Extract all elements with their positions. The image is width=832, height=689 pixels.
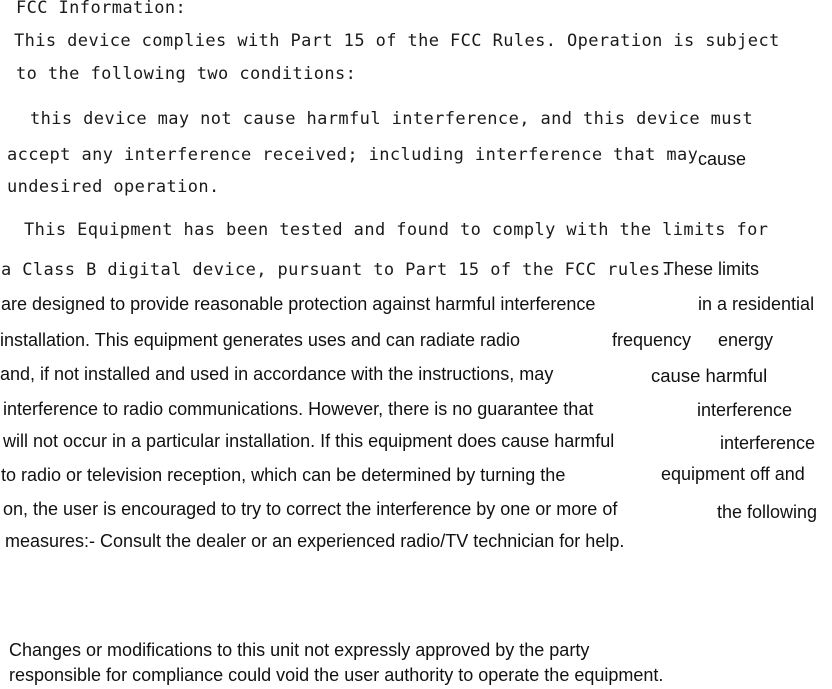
equipment-line-4-mid: frequency xyxy=(612,330,692,350)
changes-line-1: Changes or modifications to this unit not expressly approved by the party xyxy=(9,640,590,660)
conditions-line-1: this device may not cause harmful interference, and this device must xyxy=(30,109,754,129)
conditions-line-2: accept any interference received; including interference that may xyxy=(7,145,699,165)
equipment-line-5-tail: cause harmful xyxy=(651,365,768,386)
equipment-line-3-tail: in a residential xyxy=(698,294,815,314)
equipment-line-8: to radio or television reception, which can be determined by turning the xyxy=(1,465,566,485)
equipment-line-2: a Class B digital device, pursuant to Part 15 of the FCC rules. xyxy=(1,260,671,280)
equipment-line-4-tail: energy xyxy=(718,330,774,350)
equipment-line-8-tail: equipment off and xyxy=(661,464,805,484)
equipment-line-7: will not occur in a particular installation. If this equipment does cause harmful xyxy=(3,431,615,451)
equipment-line-2-tail: These limits xyxy=(663,259,760,279)
intro-line-2: to the following two conditions: xyxy=(16,64,357,84)
equipment-line-9-tail: the following xyxy=(717,502,818,522)
conditions-line-3: undesired operation. xyxy=(7,177,220,197)
equipment-line-7-tail: interference xyxy=(720,433,816,453)
equipment-line-3: are designed to provide reasonable protection against harmful interference xyxy=(1,294,596,314)
changes-line-2: responsible for compliance could void the user authority to operate the equipment. xyxy=(9,665,664,685)
fcc-heading: FCC Information: xyxy=(16,0,187,18)
conditions-line-2-tail: cause xyxy=(698,149,747,169)
equipment-line-1: This Equipment has been tested and found to comply with the limits for xyxy=(24,220,769,240)
intro-line-1: This device complies with Part 15 of the FCC Rules. Operation is subject xyxy=(14,31,780,51)
equipment-line-5: and, if not installed and used in accordance with the instructions, may xyxy=(0,364,554,384)
equipment-line-9: on, the user is encouraged to try to correct the interference by one or more of xyxy=(3,499,618,519)
equipment-line-4: installation. This equipment generates uses and can radiate radio xyxy=(0,330,520,350)
equipment-line-6: interference to radio communications. However, there is no guarantee that xyxy=(3,399,594,419)
equipment-line-6-tail: interference xyxy=(697,400,793,420)
equipment-line-10: measures:- Consult the dealer or an experienced radio/TV technician for help. xyxy=(5,531,625,551)
